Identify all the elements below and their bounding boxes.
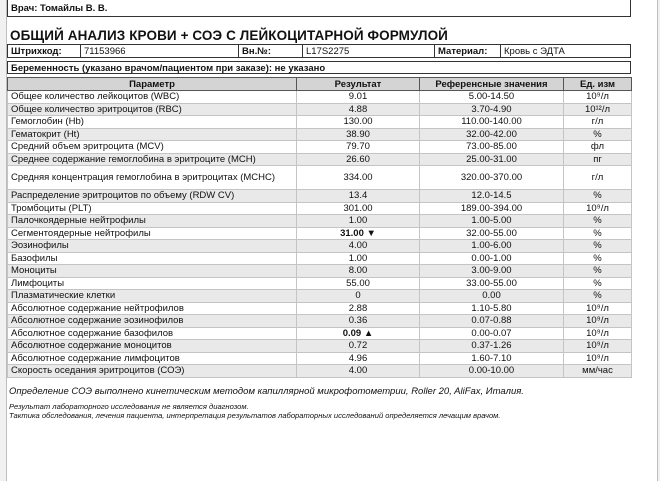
result-value: 4.00 <box>297 365 420 378</box>
material-value: Кровь с ЭДТА <box>504 45 565 57</box>
result-value: 9.01 <box>297 91 420 104</box>
internal-number-value: L17S2275 <box>306 45 350 57</box>
table-row <box>8 327 632 340</box>
result-reference-range: 32.00-42.00 <box>420 128 564 141</box>
identifier-row <box>7 44 631 58</box>
result-reference-range: 1.00-5.00 <box>420 215 564 228</box>
table-row <box>8 215 632 228</box>
result-value: 334.00 <box>297 166 420 190</box>
table-row <box>8 315 632 328</box>
result-reference-range: 110.00-140.00 <box>420 116 564 129</box>
report-title: ОБЩИЙ АНАЛИЗ КРОВИ + СОЭ С ЛЕЙКОЦИТАРНОЙ ФОРМУЛОЙ <box>10 28 448 43</box>
result-parameter: Абсолютное содержание базофилов <box>8 327 297 340</box>
result-parameter: Средний объем эритроцита (MCV) <box>8 141 297 154</box>
result-unit: 10⁹/л <box>564 327 632 340</box>
result-parameter: Общее количество лейкоцитов (WBC) <box>8 91 297 104</box>
result-parameter: Общее количество эритроцитов (RBC) <box>8 103 297 116</box>
result-unit: 10⁹/л <box>564 202 632 215</box>
result-reference-range: 5.00-14.50 <box>420 91 564 104</box>
result-parameter: Тромбоциты (PLT) <box>8 202 297 215</box>
result-reference-range: 0.00 <box>420 290 564 303</box>
result-parameter: Плазматические клетки <box>8 290 297 303</box>
table-row <box>8 290 632 303</box>
table-row <box>8 252 632 265</box>
report-sheet <box>6 0 658 481</box>
header-reference: Референсные значения <box>420 78 564 91</box>
result-value: 4.96 <box>297 352 420 365</box>
result-value: 0.72 <box>297 340 420 353</box>
result-unit: % <box>564 290 632 303</box>
result-reference-range: 25.00-31.00 <box>420 153 564 166</box>
result-parameter: Палочкоядерные нейтрофилы <box>8 215 297 228</box>
result-value: 55.00 <box>297 277 420 290</box>
result-reference-range: 320.00-370.00 <box>420 166 564 190</box>
header-unit: Ед. изм <box>564 78 632 91</box>
table-row <box>8 141 632 154</box>
result-parameter: Базофилы <box>8 252 297 265</box>
table-row <box>8 302 632 315</box>
result-reference-range: 12.0-14.5 <box>420 190 564 203</box>
result-value: 4.00 <box>297 240 420 253</box>
result-reference-range: 73.00-85.00 <box>420 141 564 154</box>
result-reference-range: 0.00-10.00 <box>420 365 564 378</box>
result-value: 31.00 ▼ <box>297 227 420 240</box>
table-row <box>8 128 632 141</box>
doctor-name: Томайлы В. В. <box>40 3 108 14</box>
result-parameter: Абсолютное содержание нейтрофилов <box>8 302 297 315</box>
result-value: 13.4 <box>297 190 420 203</box>
result-value: 4.88 <box>297 103 420 116</box>
table-row <box>8 365 632 378</box>
result-unit: г/л <box>564 166 632 190</box>
result-parameter: Лимфоциты <box>8 277 297 290</box>
result-value: 8.00 <box>297 265 420 278</box>
method-note: Определение СОЭ выполнено кинетическим методом капиллярной микрофотометрии, Roller 20, AliFax, Италия. <box>9 386 524 397</box>
doctor-row <box>7 0 631 17</box>
result-reference-range: 1.00-6.00 <box>420 240 564 253</box>
table-row <box>8 103 632 116</box>
table-row <box>8 166 632 190</box>
result-value: 26.60 <box>297 153 420 166</box>
result-parameter: Скорость оседания эритроцитов (СОЭ) <box>8 365 297 378</box>
footnote-diagnosis: Результат лабораторного исследования не является диагнозом. <box>9 402 249 411</box>
result-value: 1.00 <box>297 252 420 265</box>
result-parameter: Моноциты <box>8 265 297 278</box>
result-reference-range: 0.00-1.00 <box>420 252 564 265</box>
result-reference-range: 3.00-9.00 <box>420 265 564 278</box>
result-unit: 10⁹/л <box>564 91 632 104</box>
internal-number-label: Вн.№: <box>242 45 271 57</box>
result-unit: 10⁹/л <box>564 315 632 328</box>
result-reference-range: 1.60-7.10 <box>420 352 564 365</box>
table-row <box>8 265 632 278</box>
result-value: 1.00 <box>297 215 420 228</box>
material-label: Материал: <box>438 45 488 57</box>
result-unit: % <box>564 215 632 228</box>
result-unit: 10¹²/л <box>564 103 632 116</box>
result-parameter: Эозинофилы <box>8 240 297 253</box>
result-unit: % <box>564 190 632 203</box>
table-row <box>8 153 632 166</box>
result-value: 79.70 <box>297 141 420 154</box>
result-parameter: Абсолютное содержание моноцитов <box>8 340 297 353</box>
barcode-value: 71153966 <box>84 45 126 57</box>
result-unit: % <box>564 265 632 278</box>
result-parameter: Гематокрит (Ht) <box>8 128 297 141</box>
table-row <box>8 240 632 253</box>
result-unit: фл <box>564 141 632 154</box>
result-unit: мм/час <box>564 365 632 378</box>
result-parameter: Среднее содержание гемоглобина в эритроците (MCH) <box>8 153 297 166</box>
result-unit: % <box>564 252 632 265</box>
table-row <box>8 116 632 129</box>
result-parameter: Средняя концентрация гемоглобина в эритроцитах (MCHC) <box>8 166 297 190</box>
result-value: 0.09 ▲ <box>297 327 420 340</box>
result-unit: 10⁹/л <box>564 352 632 365</box>
result-reference-range: 1.10-5.80 <box>420 302 564 315</box>
table-row <box>8 91 632 104</box>
result-unit: % <box>564 227 632 240</box>
result-unit: г/л <box>564 116 632 129</box>
pregnancy-status: Беременность (указано врачом/пациентом при заказе): не указано <box>7 61 631 74</box>
table-row <box>8 352 632 365</box>
result-value: 38.90 <box>297 128 420 141</box>
result-parameter: Сегментоядерные нейтрофилы <box>8 227 297 240</box>
doctor-label: Врач: <box>11 3 38 14</box>
result-unit: % <box>564 128 632 141</box>
table-header-row <box>8 78 632 91</box>
barcode-label: Штрихкод: <box>11 45 62 57</box>
results-table <box>7 77 632 378</box>
result-reference-range: 189.00-394.00 <box>420 202 564 215</box>
result-value: 130.00 <box>297 116 420 129</box>
table-row <box>8 190 632 203</box>
result-unit: 10⁹/л <box>564 302 632 315</box>
result-unit: пг <box>564 153 632 166</box>
result-value: 2.88 <box>297 302 420 315</box>
result-value: 301.00 <box>297 202 420 215</box>
result-reference-range: 0.00-0.07 <box>420 327 564 340</box>
result-parameter: Абсолютное содержание лимфоцитов <box>8 352 297 365</box>
result-reference-range: 32.00-55.00 <box>420 227 564 240</box>
result-parameter: Гемоглобин (Hb) <box>8 116 297 129</box>
result-unit: % <box>564 240 632 253</box>
header-result: Результат <box>297 78 420 91</box>
result-value: 0.36 <box>297 315 420 328</box>
table-row <box>8 202 632 215</box>
result-value: 0 <box>297 290 420 303</box>
result-parameter: Распределение эритроцитов по объему (RDW CV) <box>8 190 297 203</box>
table-row <box>8 277 632 290</box>
result-unit: % <box>564 277 632 290</box>
result-parameter: Абсолютное содержание эозинофилов <box>8 315 297 328</box>
result-reference-range: 0.07-0.88 <box>420 315 564 328</box>
footnote-interpretation: Тактика обследования, лечения пациента, интерпретация результатов лабораторных исследований определяется лечащим врачом. <box>9 411 501 420</box>
result-reference-range: 33.00-55.00 <box>420 277 564 290</box>
table-row <box>8 340 632 353</box>
result-unit: 10⁹/л <box>564 340 632 353</box>
header-parameter: Параметр <box>8 78 297 91</box>
result-reference-range: 3.70-4.90 <box>420 103 564 116</box>
table-row <box>8 227 632 240</box>
result-reference-range: 0.37-1.26 <box>420 340 564 353</box>
